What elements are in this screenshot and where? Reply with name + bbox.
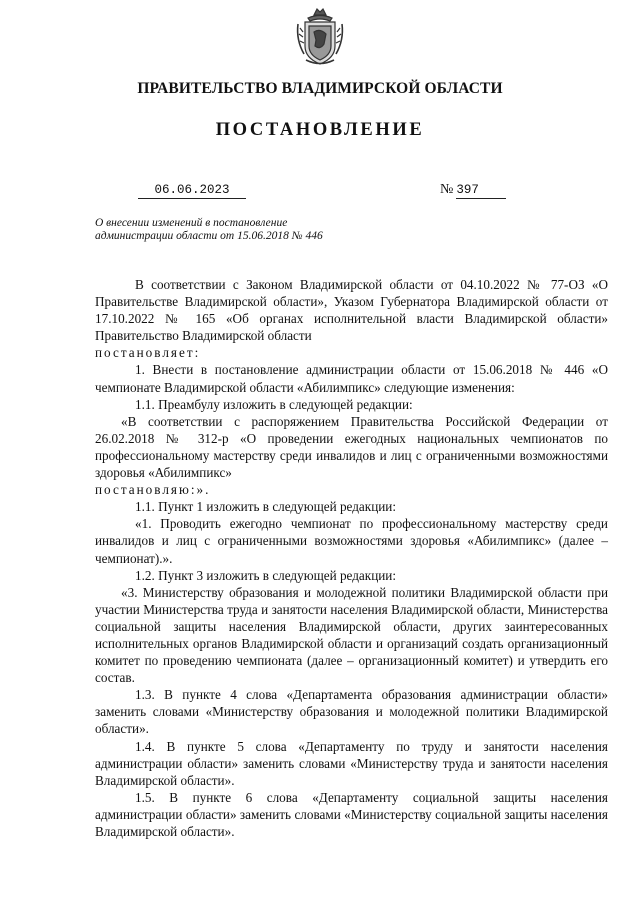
document-body <box>95 276 608 840</box>
paragraph: 1.1. Преамбулу изложить в следующей редакции: <box>135 396 413 412</box>
document-date: 06.06.2023 <box>138 183 246 199</box>
document-number <box>440 182 506 199</box>
document-subject: О внесении изменений в постановление администрации области от 15.06.2018 № 446 <box>95 217 323 243</box>
coat-of-arms-emblem <box>294 6 346 68</box>
paragraph: «В соответствии с распоряжением Правительства Российской Федерации от 26.02.2018 № 312-р «О проведении ежегодных национальных чемпионатов по профессиональному мастерству среди инвалидов и лиц с ограниченными возможностями здоровья «Абилимпикс» <box>95 413 608 481</box>
document-type: ПОСТАНОВЛЕНИЕ <box>215 120 425 140</box>
number-value: 397 <box>456 182 506 199</box>
paragraph: постановляю:». <box>95 482 211 498</box>
paragraph: 1.1. Пункт 1 изложить в следующей редакции: <box>135 499 397 515</box>
paragraph: 1.5. В пункте 6 слова «Департаменту социальной защиты населения администрации области» заменить словами «Министерству социальной защиты населения Владимирской области». <box>95 789 608 839</box>
number-sign: № <box>440 182 454 197</box>
paragraph: 1.4. В пункте 5 слова «Департаменту по труду и занятости населения администрации области» заменить словами «Министерству труда и занятости населения Владимирской области». <box>95 738 608 788</box>
paragraph: постановляет: <box>95 345 201 361</box>
government-title: ПРАВИТЕЛЬСТВО ВЛАДИМИРСКОЙ ОБЛАСТИ <box>137 80 503 97</box>
paragraph: «3. Министерству образования и молодежной политики Владимирской области при участии Министерства труда и занятости населения Владимирской области, Министерства социальной защиты населения Владимирской области, других заинтересованных исполнительных органов Владимирской области и организаций создать организационный комитет по проведению чемпионата (далее – организационный комитет) и утвердить его состав. <box>95 584 608 686</box>
paragraph: 1.2. Пункт 3 изложить в следующей редакции: <box>135 567 397 583</box>
paragraph: 1.3. В пункте 4 слова «Департамента образования администрации области» заменить словами «Министерству образования и молодежной политики Владимирской области». <box>95 687 608 737</box>
paragraph: «1. Проводить ежегодно чемпионат по профессиональному мастерству среди инвалидов и лиц с ограниченными возможностями здоровья «Абилимпикс» (далее – чемпионат).». <box>95 516 608 566</box>
paragraph: 1. Внести в постановление администрации области от 15.06.2018 № 446 «О чемпионате Владимирской области «Абилимпикс» следующие изменения: <box>95 362 608 395</box>
paragraph: В соответствии с Законом Владимирской области от 04.10.2022 № 77-ОЗ «О Правительстве Владимирской области», Указом Губернатора Владимирской области от 17.10.2022 № 165 «Об органах исполнительной власти Владимирской области» Правительство Владимирской области <box>95 277 608 344</box>
